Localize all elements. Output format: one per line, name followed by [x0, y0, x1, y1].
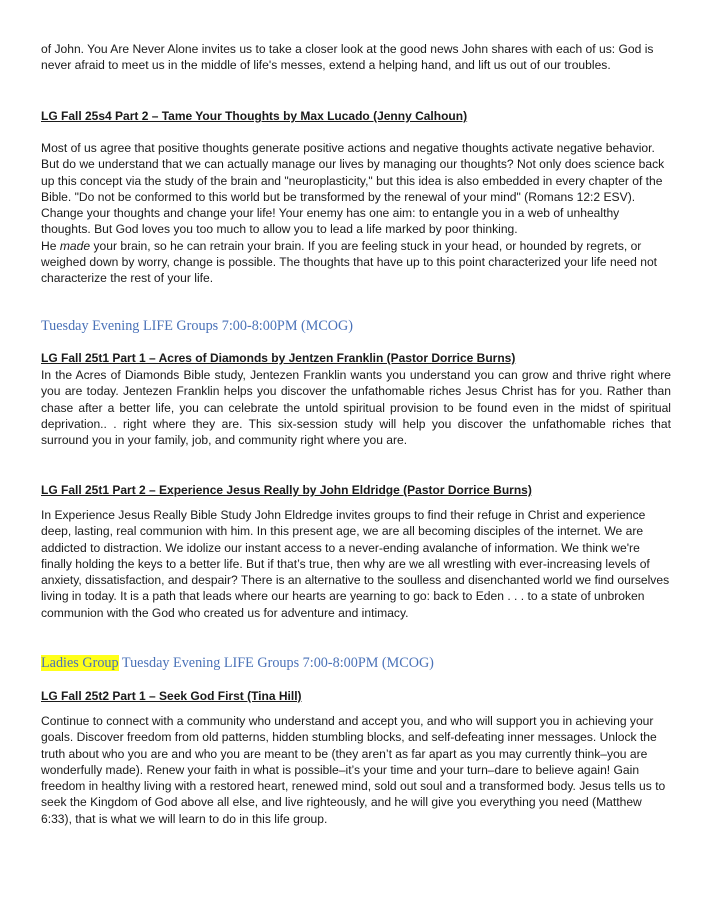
ladies-group-highlight: Ladies Group	[41, 655, 119, 671]
s4p2-body-2-post: your brain, so he can retrain your brain. If you are feeling stuck in your head, or hounded by regrets, or weighed down by worry, change is possible. The thoughts that have up to this point characterized your life need not characterize the rest of your life.	[41, 238, 658, 286]
ladies-section-heading	[41, 654, 671, 672]
t1p2-title: LG Fall 25t1 Part 2 – Experience Jesus Really by John Eldridge (Pastor Dorrice Burns)	[41, 483, 532, 497]
tuesday-section-heading: Tuesday Evening LIFE Groups 7:00-8:00PM (MCOG)	[41, 318, 353, 334]
intro-paragraph: of John. You Are Never Alone invites us to take a closer look at the good news John shares with each of us: God is never afraid to meet us in the middle of life's messes, extend a helping hand, and lift us out of our troubles.	[41, 42, 654, 73]
t1p2-body: In Experience Jesus Really Bible Study John Eldredge invites groups to find their refuge in Christ and experience deep, lasting, real communion with him. In this present age, we are all becoming disciples of the internet. We are addicted to distraction. We idolize our instant access to a never-ending avalanche of information. We think we're finally holding the keys to a better life. But if that’s true, then why are we all wrestling with ever-increasing levels of anxiety, dissatisfaction, and despair? There is an alternative to the soulless and disenchanted world we find ourselves living in today. It is a path that leads where our hearts are yearning to go: back to Eden . . . to a state of unbroken communion with the God who created us for adventure and intimacy.	[41, 508, 670, 620]
t1p1-title: LG Fall 25t1 Part 1 – Acres of Diamonds by Jentzen Franklin (Pastor Dorrice Burns)	[41, 351, 516, 365]
s4p2-body-1: Most of us agree that positive thoughts generate positive actions and negative thoughts activate negative behavior. But do we understand that we can actually manage our lives by managing our thoughts? Not only does science back up this concept via the study of the brain and "neuroplasticity," but this idea is also embedded in every chapter of the Bible. "Do not be conformed to this world but be transformed by the renewal of your mind" (Romans 12:2 ESV). Change your thoughts and change your life! Your enemy has one aim: to entangle you in a web of unhealthy thoughts. But God loves you too much to allow you to lead a life marked by poor thinking.	[41, 141, 665, 237]
t2p1-body: Continue to connect with a community who understand and accept you, and who will support you in achieving your goals. Discover freedom from old patterns, hidden stumbling blocks, and self-defeating inner messages. Unlock the truth about who you are and who you are meant to be (they aren’t as far apart as you may currently think–you are wonderfully made). Renew your faith in what is possible–it’s your time and your turn–dare to believe again! Gain freedom in healthy living with a restored heart, renewed mind, sold out soul and a transformed body. Jesus tells us to seek the Kingdom of God above all else, and live righteously, and he will give you everything you need (Matthew 6:33), that is what we will learn to do in this life group.	[41, 714, 666, 826]
t2p1-title: LG Fall 25t2 Part 1 – Seek God First (Tina Hill)	[41, 689, 302, 703]
s4p2-body-2-pre: He	[41, 238, 60, 253]
s4p2-title: LG Fall 25s4 Part 2 – Tame Your Thoughts by Max Lucado (Jenny Calhoun)	[41, 109, 468, 123]
t1p1-body: In the Acres of Diamonds Bible study, Jentezen Franklin wants you understand you can grow and thrive right where you are today. Jentezen Franklin helps you discover the unfathomable riches Jesus Christ has for you. Rather than chase after a better life, you can celebrate the untold spiritual provision to be found even in the midst of spiritual deprivation.. . right where they are. This six-session study will help you discover the unfathomable riches that surround you in your family, job, and community right where you are.	[41, 368, 671, 448]
s4p2-body-2-em: made	[59, 238, 91, 253]
s4p2-body	[41, 140, 671, 287]
ladies-heading-text: Tuesday Evening LIFE Groups 7:00-8:00PM (MCOG)	[118, 655, 434, 671]
